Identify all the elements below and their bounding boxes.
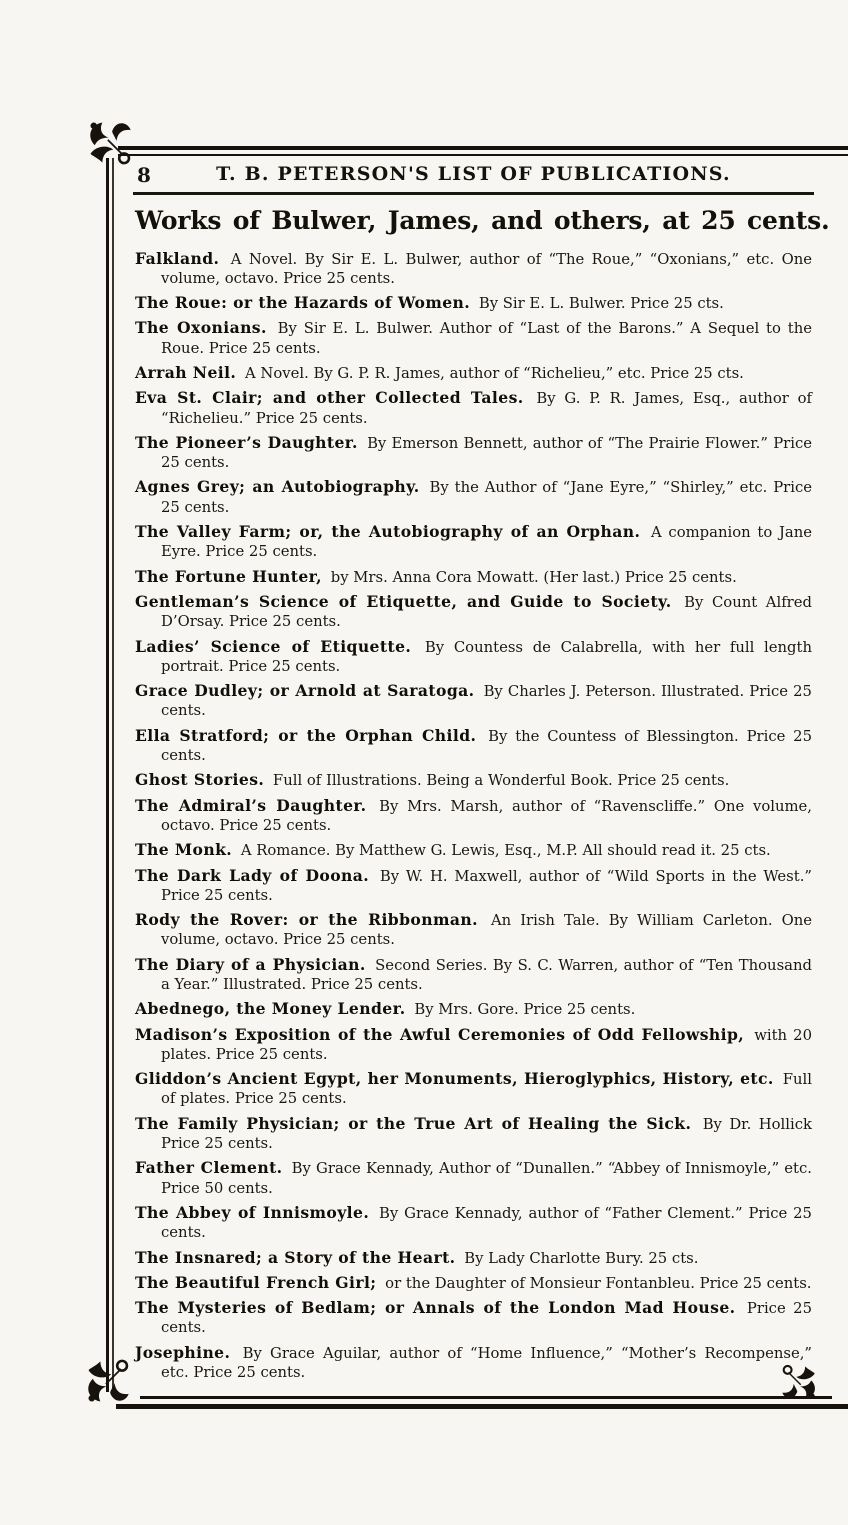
book-description: By Charles J. Peterson. Illustrated. Price 25 cents. bbox=[161, 683, 812, 720]
book-title: The Admiral’s Daughter. bbox=[135, 795, 367, 815]
list-item bbox=[135, 1298, 812, 1338]
book-title: The Roue: or the Hazards of Women. bbox=[135, 293, 471, 313]
list-item bbox=[135, 1114, 812, 1154]
list-item bbox=[135, 1273, 812, 1293]
list-item bbox=[135, 249, 812, 289]
book-description: An Irish Tale. By William Carleton. One volume, octavo. Price 25 cents. bbox=[161, 912, 812, 949]
list-item bbox=[135, 955, 812, 995]
book-title: Agnes Grey; an Autobiography. bbox=[135, 477, 420, 497]
book-title: Arrah Neil. bbox=[135, 362, 237, 382]
border-rule-left-outer bbox=[106, 158, 109, 1392]
book-title: Grace Dudley; or Arnold at Saratoga. bbox=[135, 681, 475, 701]
list-item bbox=[135, 637, 812, 677]
list-item bbox=[135, 796, 812, 836]
book-description: By the Author of “Jane Eyre,” “Shirley,” etc. Price 25 cents. bbox=[161, 479, 812, 516]
book-description: By Grace Kennady, author of “Father Clement.” Price 25 cents. bbox=[161, 1204, 812, 1242]
border-rule-top-inner bbox=[118, 154, 848, 156]
book-title: The Beautiful French Girl; bbox=[135, 1272, 377, 1292]
list-item bbox=[135, 592, 812, 632]
book-description: By W. H. Maxwell, author of “Wild Sports in the West.” Price 25 cents. bbox=[161, 867, 812, 904]
book-title: Gliddon’s Ancient Egypt, her Monuments, Hieroglyphics, History, etc. bbox=[135, 1069, 774, 1089]
book-description: Full of Illustrations. Being a Wonderful Book. Price 25 cents. bbox=[272, 772, 730, 790]
book-title: Ella Stratford; or the Orphan Child. bbox=[135, 725, 477, 745]
book-description: Full of plates. Price 25 cents. bbox=[161, 1071, 812, 1108]
book-title: The Fortune Hunter, bbox=[135, 566, 322, 586]
publication-list bbox=[135, 249, 812, 1383]
book-description: By Emerson Bennett, author of “The Prairie Flower.” Price 25 cents. bbox=[161, 434, 812, 472]
book-title: The Monk. bbox=[135, 840, 233, 860]
book-title: Josephine. bbox=[135, 1342, 231, 1362]
book-description: By the Countess of Blessington. Price 25 cents. bbox=[161, 727, 813, 765]
corner-ornament-icon bbox=[82, 1356, 134, 1408]
list-item bbox=[135, 681, 812, 721]
book-description: By Countess de Calabrella, with her full length portrait. Price 25 cents. bbox=[161, 638, 812, 675]
book-description: A Romance. By Matthew G. Lewis, Esq., M.P. All should read it. 25 cts. bbox=[240, 842, 771, 860]
list-item bbox=[135, 770, 812, 790]
book-description: A companion to Jane Eyre. Price 25 cents. bbox=[161, 524, 812, 561]
list-item bbox=[135, 1343, 812, 1383]
book-description: by Mrs. Anna Cora Mowatt. (Her last.) Price 25 cents. bbox=[330, 568, 737, 586]
border-rule-bottom-outer bbox=[116, 1404, 848, 1409]
book-description: Price 25 cents. bbox=[161, 1300, 812, 1337]
book-description: By Grace Kennady, Author of “Dunallen.” “Abbey of Innismoyle,” etc. Price 50 cents. bbox=[161, 1160, 812, 1197]
section-title: Works of Bulwer, James, and others, at 25 cents. bbox=[135, 205, 830, 235]
corner-ornament-icon bbox=[84, 116, 136, 168]
book-description: or the Daughter of Monsieur Fontanbleu. Price 25 cents. bbox=[385, 1274, 812, 1292]
list-item bbox=[135, 567, 812, 587]
list-item bbox=[135, 293, 812, 313]
book-description: A Novel. By Sir E. L. Bulwer, author of “The Roue,” “Oxonians,” etc. One volume, octavo. Price 25 cents. bbox=[161, 250, 812, 287]
book-description: Second Series. By S. C. Warren, author of “Ten Thousand a Year.” Illustrated. Price 25 cents. bbox=[161, 956, 812, 993]
list-item bbox=[135, 866, 812, 906]
border-rule-top-outer bbox=[118, 146, 848, 150]
book-title: The Pioneer’s Daughter. bbox=[135, 432, 358, 452]
book-title: Ghost Stories. bbox=[135, 770, 265, 790]
book-description: By Grace Aguilar, author of “Home Influence,” “Mother’s Recompense,” etc. Price 25 cents. bbox=[161, 1344, 812, 1382]
book-description: By Mrs. Gore. Price 25 cents. bbox=[414, 1001, 636, 1019]
book-description: By Mrs. Marsh, author of “Ravenscliffe.” One volume, octavo. Price 25 cents. bbox=[161, 797, 812, 834]
border-rule-bottom-inner bbox=[140, 1396, 832, 1399]
book-title: The Mysteries of Bedlam; or Annals of the London Mad House. bbox=[135, 1298, 736, 1318]
list-item bbox=[135, 477, 812, 517]
list-item bbox=[135, 318, 812, 358]
list-item bbox=[135, 840, 812, 860]
book-description: By Sir E. L. Bulwer. Author of “Last of the Barons.” A Sequel to the Roue. Price 25 cents. bbox=[161, 320, 812, 357]
book-title: Ladies’ Science of Etiquette. bbox=[135, 636, 412, 656]
page-content bbox=[135, 162, 830, 1387]
list-item bbox=[135, 1203, 812, 1243]
list-item bbox=[135, 1158, 812, 1198]
book-description: with 20 plates. Price 25 cents. bbox=[161, 1026, 812, 1063]
book-title: Abednego, the Money Lender. bbox=[135, 999, 406, 1019]
book-title: The Oxonians. bbox=[135, 318, 267, 338]
list-item bbox=[135, 910, 812, 950]
page-number: 8 bbox=[137, 163, 151, 187]
list-item bbox=[135, 522, 812, 562]
list-item bbox=[135, 1248, 812, 1268]
book-title: Madison’s Exposition of the Awful Ceremonies of Odd Fellowship, bbox=[135, 1024, 745, 1044]
publisher-header: T. B. PETERSON'S LIST OF PUBLICATIONS. bbox=[216, 163, 731, 185]
book-description: By Dr. Hollick Price 25 cents. bbox=[161, 1115, 812, 1153]
list-item bbox=[135, 999, 812, 1019]
list-item bbox=[135, 1025, 812, 1065]
header-rule bbox=[133, 192, 814, 195]
book-title: The Dark Lady of Doona. bbox=[135, 865, 370, 885]
book-title: Rody the Rover: or the Ribbonman. bbox=[135, 910, 478, 930]
list-item bbox=[135, 388, 812, 428]
border-rule-left-inner bbox=[112, 158, 114, 1392]
book-title: The Diary of a Physician. bbox=[135, 954, 366, 974]
book-title: The Abbey of Innismoyle. bbox=[135, 1202, 370, 1222]
book-description: By Count Alfred D’Orsay. Price 25 cents. bbox=[161, 593, 812, 631]
list-item bbox=[135, 433, 812, 473]
book-title: Father Clement. bbox=[135, 1158, 283, 1178]
list-item bbox=[135, 726, 812, 766]
book-description: A Novel. By G. P. R. James, author of “Richelieu,” etc. Price 25 cts. bbox=[244, 364, 744, 382]
book-title: Gentleman’s Science of Etiquette, and Guide to Society. bbox=[135, 591, 672, 611]
book-title: Eva St. Clair; and other Collected Tales. bbox=[135, 388, 524, 408]
book-title: Falkland. bbox=[135, 248, 220, 268]
list-item bbox=[135, 363, 812, 383]
book-description: By Lady Charlotte Bury. 25 cts. bbox=[464, 1249, 699, 1267]
book-title: The Family Physician; or the True Art of Healing the Sick. bbox=[135, 1113, 692, 1133]
book-description: By Sir E. L. Bulwer. Price 25 cts. bbox=[478, 295, 724, 313]
running-header bbox=[135, 162, 812, 187]
book-title: The Valley Farm; or, the Autobiography of an Orphan. bbox=[135, 522, 641, 542]
book-description: By G. P. R. James, Esq., author of “Richelieu.” Price 25 cents. bbox=[161, 390, 812, 427]
book-title: The Insnared; a Story of the Heart. bbox=[135, 1247, 456, 1267]
list-item bbox=[135, 1069, 812, 1109]
